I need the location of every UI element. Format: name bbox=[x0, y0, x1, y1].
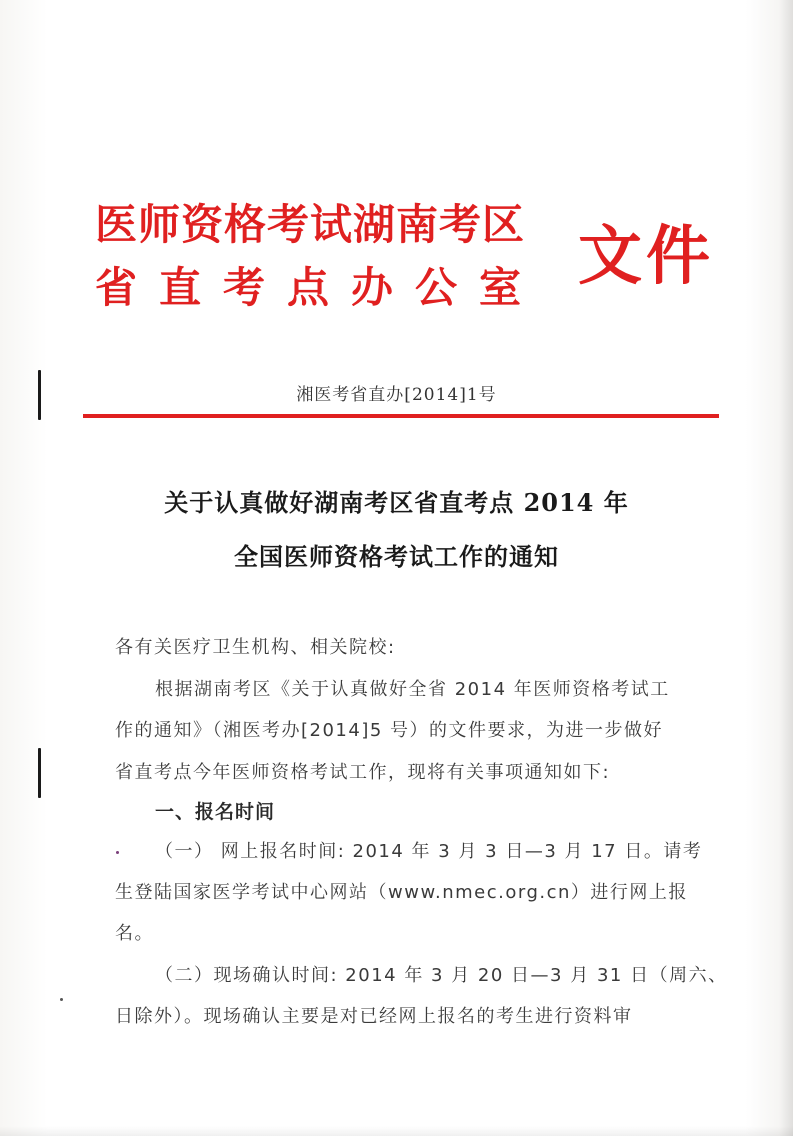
paragraph-line: 生登陆国家医学考试中心网站（www.nmec.org.cn）进行网上报 bbox=[115, 882, 688, 903]
binding-mark bbox=[38, 748, 41, 798]
paragraph-line: 根据湖南考区《关于认真做好全省 2014 年医师资格考试工 bbox=[155, 679, 670, 700]
title-line1: 关于认真做好湖南考区省直考点 2014 年 bbox=[164, 488, 629, 517]
paragraph-line: 作的通知》（湘医考办[2014]5 号）的文件要求，为进一步做好 bbox=[115, 720, 664, 741]
title-line2: 全国医师资格考试工作的通知 bbox=[234, 542, 559, 571]
addressee: 各有关医疗卫生机构、相关院校: bbox=[115, 637, 396, 658]
section-heading: 一、报名时间 bbox=[155, 801, 276, 823]
page-edge-shadow-bottom bbox=[0, 1126, 793, 1136]
document-number: 湘医考省直办[2014]1号 bbox=[296, 385, 497, 405]
red-divider-rule bbox=[83, 414, 719, 418]
header-doc-label: 文件 bbox=[578, 219, 714, 294]
header-org-line1: 医师资格考试湖南考区 bbox=[95, 200, 526, 249]
paragraph-line: （二）现场确认时间: 2014 年 3 月 20 日—3 月 31 日（周六、 bbox=[155, 965, 728, 986]
paragraph-line: 名。 bbox=[115, 923, 154, 944]
ink-speck bbox=[60, 998, 63, 1001]
paragraph-line: 省直考点今年医师资格考试工作，现将有关事项通知如下: bbox=[115, 762, 611, 783]
ink-speck bbox=[116, 851, 119, 854]
paragraph-line: （一） 网上报名时间: 2014 年 3 月 3 日—3 月 17 日。请考 bbox=[155, 841, 703, 862]
paragraph-line: 日除外）。现场确认主要是对已经网上报名的考生进行资料审 bbox=[115, 1006, 633, 1027]
header-org-line2: 省直考点办公室 bbox=[95, 263, 544, 312]
